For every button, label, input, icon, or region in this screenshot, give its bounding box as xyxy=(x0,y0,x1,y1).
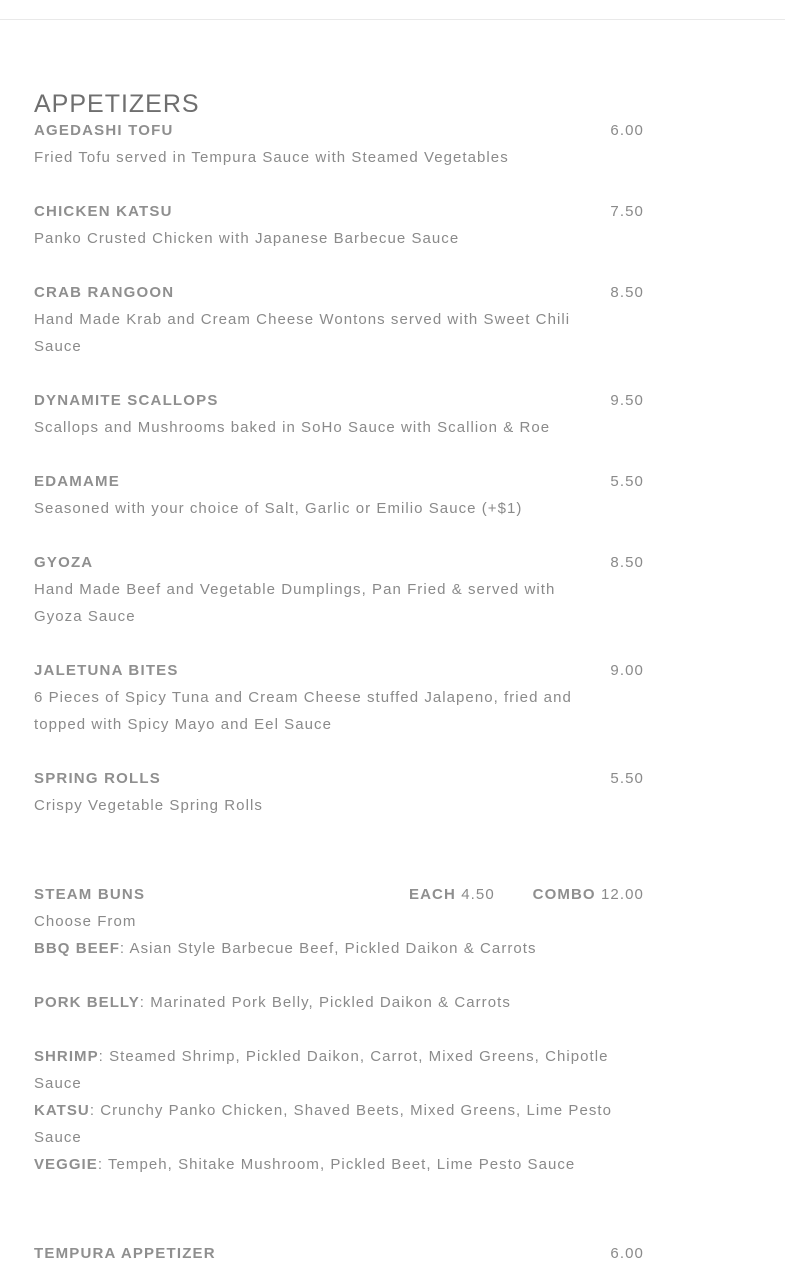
bun-option-desc: : Asian Style Barbecue Beef, Pickled Daikon & Carrots xyxy=(119,940,537,957)
bun-option-label: PORK BELLY xyxy=(34,994,140,1011)
section-title: APPETIZERS xyxy=(34,90,200,118)
item-description: Seasoned with your choice of Salt, Garlic or Emilio Sauce (+$1) xyxy=(34,500,523,517)
bun-option xyxy=(34,1151,634,1178)
item-description: Fried Tofu served in Tempura Sauce with Steamed Vegetables xyxy=(34,149,509,166)
each-label: EACH xyxy=(409,886,456,903)
menu-item xyxy=(34,1240,644,1267)
item-price: 5.50 xyxy=(610,770,644,787)
menu-item xyxy=(34,549,644,630)
item-price: 5.50 xyxy=(610,473,644,490)
item-description: Hand Made Beef and Vegetable Dumplings, Pan Fried & served with Gyoza Sauce xyxy=(34,581,556,625)
bun-option xyxy=(34,1043,634,1097)
bun-option-desc: : Crunchy Panko Chicken, Shaved Beets, Mixed Greens, Lime Pesto Sauce xyxy=(34,1102,613,1146)
bun-option-label: SHRIMP xyxy=(34,1048,99,1065)
bun-option-label: VEGGIE xyxy=(34,1156,98,1173)
menu-item xyxy=(34,657,644,738)
item-description: Crispy Vegetable Spring Rolls xyxy=(34,797,263,814)
bun-option-desc: : Steamed Shrimp, Pickled Daikon, Carrot, Mixed Greens, Chipotle Sauce xyxy=(34,1048,609,1092)
top-bar xyxy=(0,0,785,20)
item-price: 9.00 xyxy=(610,662,644,679)
steam-buns-item xyxy=(34,881,644,1178)
item-description: Panko Crusted Chicken with Japanese Barbecue Sauce xyxy=(34,230,460,247)
combo-price xyxy=(533,881,644,908)
item-price: 6.00 xyxy=(610,122,644,139)
menu-item xyxy=(34,198,644,252)
item-price: 7.50 xyxy=(610,203,644,220)
combo-label: COMBO xyxy=(532,886,596,903)
item-name: GYOZA xyxy=(34,554,94,571)
menu-item xyxy=(34,279,644,360)
combo-price-value: 12.00 xyxy=(600,886,644,903)
choose-from: Choose From xyxy=(34,913,137,930)
each-price xyxy=(409,881,495,908)
menu-item xyxy=(34,765,644,819)
item-description: 6 Pieces of Spicy Tuna and Cream Cheese stuffed Jalapeno, fried and topped with Spicy Mayo and Eel Sauce xyxy=(34,689,572,733)
menu-item xyxy=(34,117,644,171)
bun-option-desc: : Tempeh, Shitake Mushroom, Pickled Beet, Lime Pesto Sauce xyxy=(97,1156,576,1173)
menu-item xyxy=(34,468,644,522)
item-price: 6.00 xyxy=(610,1245,644,1262)
each-price-value: 4.50 xyxy=(461,886,495,903)
item-name: TEMPURA APPETIZER xyxy=(34,1245,216,1262)
item-name: DYNAMITE SCALLOPS xyxy=(34,392,219,409)
item-price: 8.50 xyxy=(610,284,644,301)
bun-option-label: BBQ BEEF xyxy=(34,940,120,957)
item-price: 9.50 xyxy=(610,392,644,409)
menu-item xyxy=(34,387,644,441)
item-name: JALETUNA BITES xyxy=(34,662,179,679)
item-name: CRAB RANGOON xyxy=(34,284,175,301)
bun-option-label: KATSU xyxy=(34,1102,90,1119)
bun-option xyxy=(34,935,634,962)
item-name: CHICKEN KATSU xyxy=(34,203,173,220)
bun-option xyxy=(34,989,634,1016)
item-price: 8.50 xyxy=(610,554,644,571)
item-name: AGEDASHI TOFU xyxy=(34,122,174,139)
bun-option-desc: : Marinated Pork Belly, Pickled Daikon & Carrots xyxy=(139,994,511,1011)
item-name: SPRING ROLLS xyxy=(34,770,161,787)
bun-option xyxy=(34,1097,634,1151)
item-description: Scallops and Mushrooms baked in SoHo Sauce with Scallion & Roe xyxy=(34,419,551,436)
item-name: EDAMAME xyxy=(34,473,120,490)
item-description: Hand Made Krab and Cream Cheese Wontons served with Sweet Chili Sauce xyxy=(34,311,571,355)
item-name: STEAM BUNS xyxy=(34,886,146,903)
